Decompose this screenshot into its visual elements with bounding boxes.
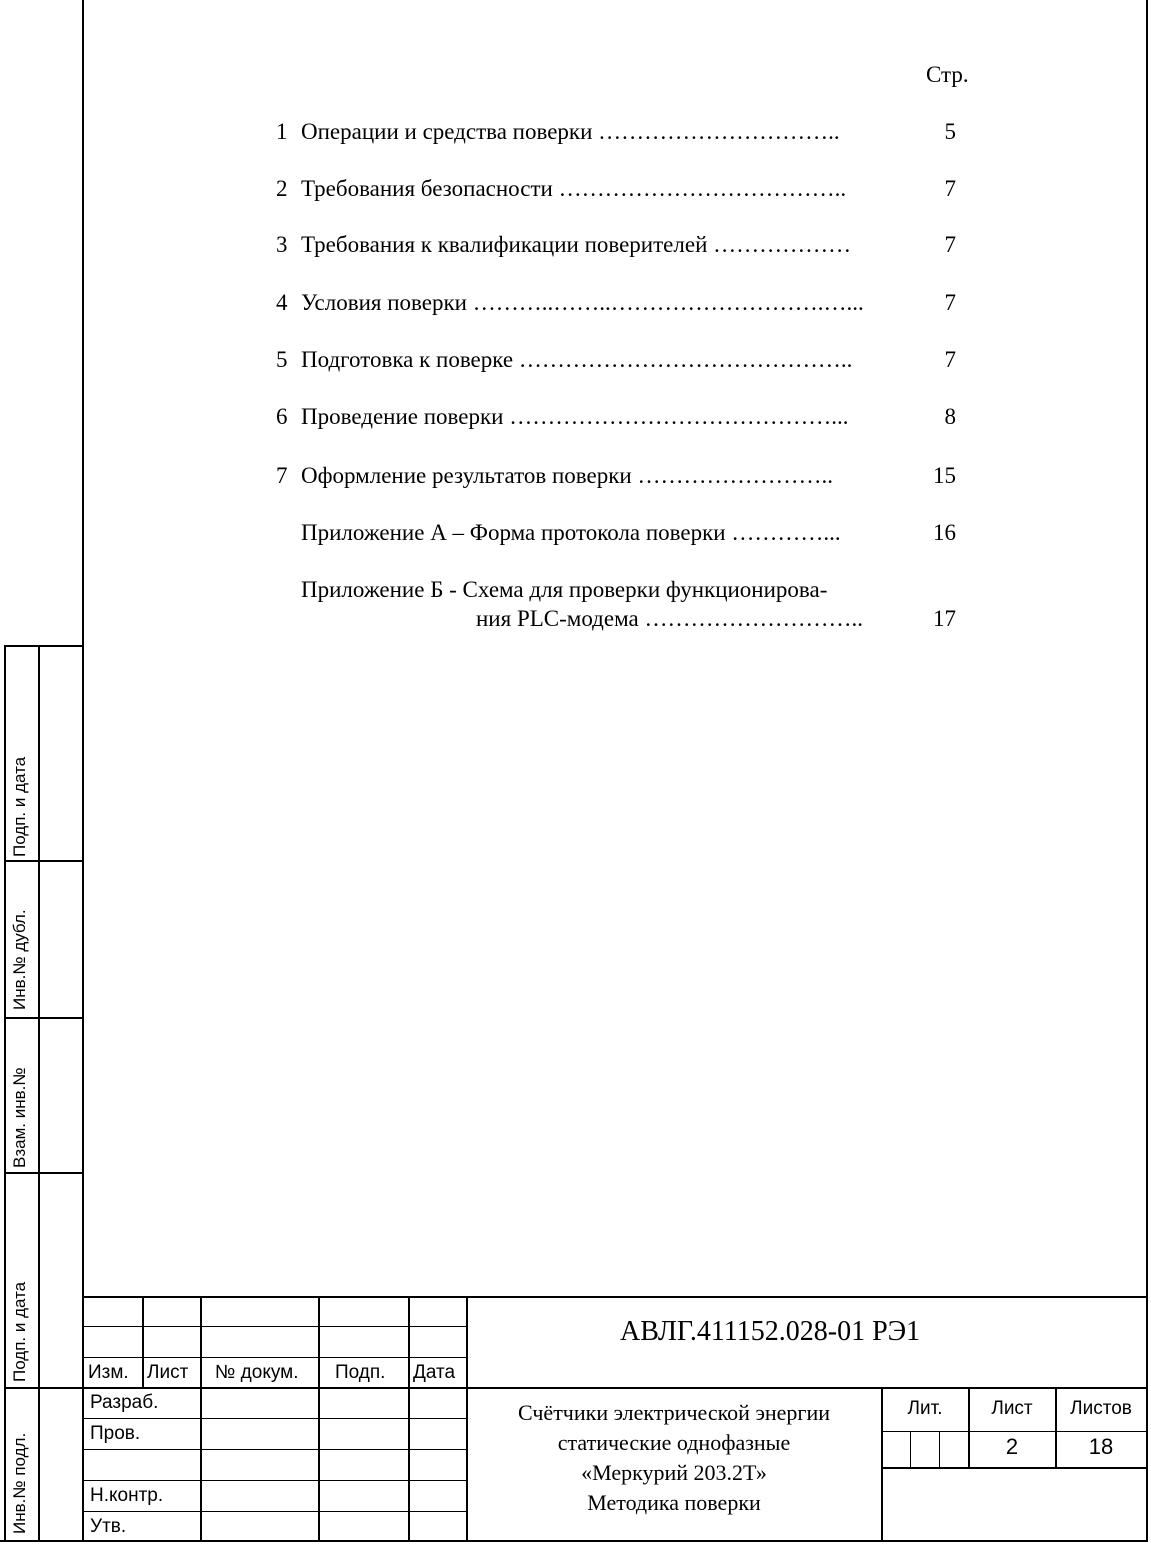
side-label-inv-dubl: Инв.№ дубл. [10, 909, 29, 1010]
toc-item-leader: ……………… [713, 232, 852, 257]
col-data: Дата [413, 1362, 456, 1383]
toc-item-title-line [301, 290, 864, 316]
toc-item-page: 7 [944, 232, 956, 257]
toc-item-title: Требования безопасности [301, 176, 553, 201]
side-label-podp-data-bottom: Подп. и дата [10, 1281, 29, 1382]
stamp-col-line [200, 1296, 202, 1541]
stamp-top-border [82, 1296, 1148, 1298]
role-n-kontr: Н.контр. [90, 1485, 164, 1506]
col-podp: Подп. [335, 1362, 386, 1383]
frame-left-border [82, 0, 84, 1542]
toc-item-title: Приложение А – Форма протокола поверки [301, 520, 726, 545]
toc-item-leader: …………………….. [637, 463, 833, 488]
side-label-podp-data-top: Подп. и дата [10, 756, 29, 857]
toc-item-title-line [301, 520, 841, 546]
toc-item-page: 15 [933, 463, 956, 488]
sheet-label: Лист [991, 1398, 1033, 1419]
strip-divider [38, 645, 40, 1542]
role-prov: Пров. [90, 1423, 141, 1444]
sheets-label: Листов [1070, 1398, 1132, 1419]
toc-appendix-b-line2 [276, 606, 956, 636]
toc-item-title-line [301, 232, 851, 258]
toc-item [276, 119, 956, 149]
toc-item-page: 7 [944, 347, 956, 372]
toc-item-page: 7 [944, 176, 956, 201]
toc-item-title-line [301, 347, 852, 373]
product-title [468, 1398, 880, 1518]
product-title-line: «Меркурий 203.2Т» [581, 1460, 767, 1485]
toc-item-number: 6 [276, 404, 288, 429]
product-title-line: статические однофазные [557, 1430, 791, 1455]
stamp-lit-cell [910, 1431, 911, 1468]
toc-item-leader: ……………………….. [644, 606, 863, 631]
toc-item [276, 290, 956, 320]
toc-item-title: Подготовка к поверке [301, 347, 514, 372]
strip-separator [4, 1387, 84, 1389]
toc-item-title-line [301, 119, 840, 145]
role-razrab: Разраб. [90, 1392, 159, 1413]
toc-item-page: 7 [944, 290, 956, 315]
role-utv: Утв. [90, 1516, 127, 1537]
product-title-line: Методика поверки [587, 1490, 761, 1515]
stamp-col-line [408, 1296, 410, 1541]
toc-item-leader: ……………………………….. [558, 176, 847, 201]
side-label-inv-podl: Инв.№ подл. [10, 1432, 29, 1534]
toc-item-title: Приложение Б - Схема для проверки функционирова- [301, 577, 828, 602]
strip-separator [4, 1017, 84, 1019]
toc-item-title: ния PLC-модема [476, 606, 639, 631]
toc-item-title: Оформление результатов поверки [301, 463, 632, 488]
stamp-col-line [142, 1296, 144, 1388]
toc-item-leader: ………..……..……………………….…... [472, 290, 864, 315]
toc-item [276, 347, 956, 377]
toc-item-title-line [476, 606, 863, 632]
stamp-info-row [881, 1467, 1147, 1469]
toc-item-leader: …………... [731, 520, 841, 545]
toc-item-number: 3 [276, 232, 288, 257]
stamp-col-line [318, 1296, 320, 1541]
toc-item-leader: ………………………….. [598, 119, 840, 144]
page-column-header: Стр. [926, 62, 969, 87]
product-title-line: Счётчики электрической энергии [517, 1400, 830, 1425]
toc-appendix-b-line1 [276, 577, 956, 607]
toc-item-page: 8 [944, 404, 956, 429]
sheets-value: 18 [1088, 1434, 1114, 1459]
toc-item-number: 5 [276, 347, 288, 372]
toc-item-leader: ……………………………………... [509, 404, 849, 429]
toc-item-title-line [301, 463, 833, 489]
toc-item-title-line [301, 176, 846, 202]
strip-separator [4, 1172, 84, 1174]
toc-item-title: Условия поверки [301, 290, 467, 315]
toc-item-title-line [301, 404, 848, 430]
toc-item [276, 404, 956, 434]
col-izm: Изм. [88, 1362, 129, 1383]
lit-label: Лит. [907, 1398, 943, 1419]
toc-item [276, 463, 956, 493]
sheet-value: 2 [1005, 1434, 1019, 1459]
frame-bottom-border [0, 1540, 1148, 1542]
toc-item-page: 17 [933, 606, 956, 631]
toc-item-title: Требования к квалификации поверителей [301, 232, 708, 257]
toc-item-page: 16 [933, 520, 956, 545]
toc-item-title: Проведение поверки [301, 404, 504, 429]
toc-item [276, 520, 956, 550]
toc-item-number: 2 [276, 176, 288, 201]
toc-item-leader: …………………………………….. [518, 347, 853, 372]
side-label-vzam-inv: Взам. инв.№ [10, 1067, 29, 1168]
toc-item-number: 1 [276, 119, 288, 144]
col-list: Лист [147, 1362, 189, 1383]
toc-item-page: 5 [944, 119, 956, 144]
document-code: АВЛГ.411152.028-01 РЭ1 [620, 1316, 921, 1347]
toc-item-number: 4 [276, 290, 288, 315]
toc-item [276, 232, 956, 262]
strip-separator [4, 860, 84, 862]
strip-outer-border [4, 645, 6, 1542]
stamp-lit-cell [939, 1431, 940, 1468]
toc-item-title: Операции и средства поверки [301, 119, 593, 144]
toc-item-number: 7 [276, 463, 288, 488]
frame-right-border [1146, 0, 1148, 1542]
col-no-dokum: № докум. [215, 1362, 299, 1383]
stamp-mid-border [82, 1387, 1148, 1389]
toc-item [276, 176, 956, 206]
strip-top-border [4, 645, 84, 647]
stamp-info-row [881, 1431, 1147, 1432]
